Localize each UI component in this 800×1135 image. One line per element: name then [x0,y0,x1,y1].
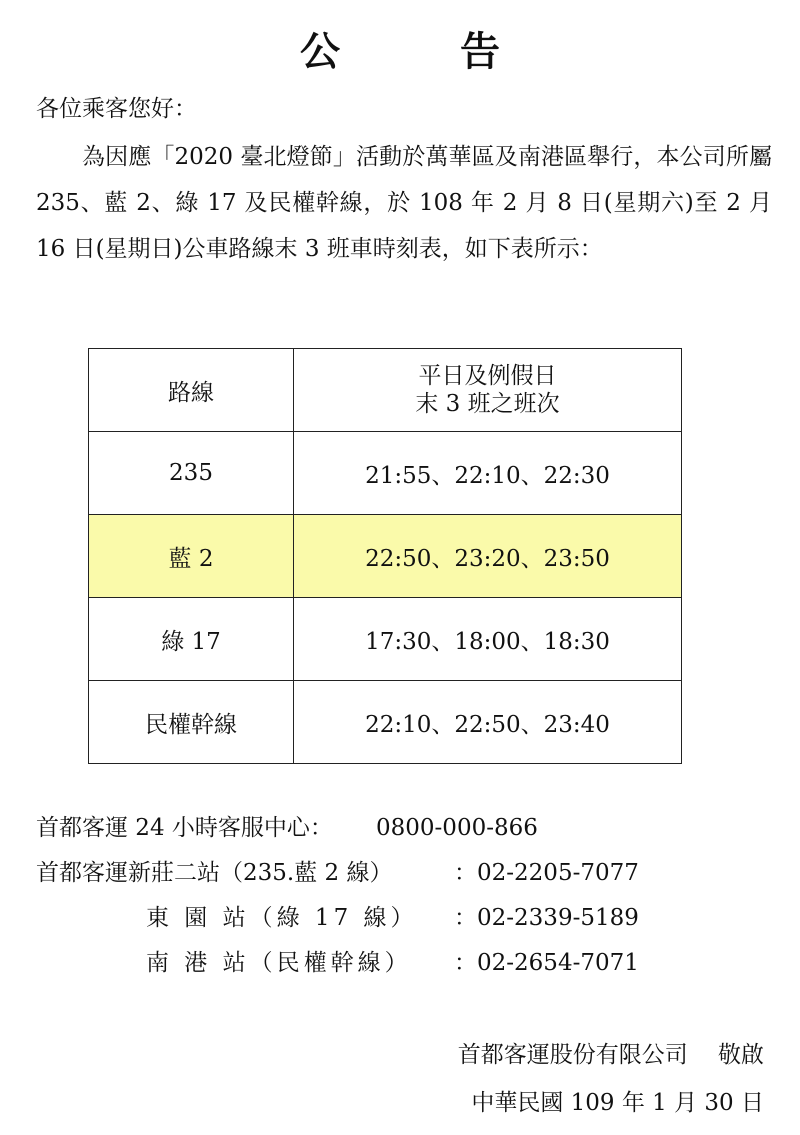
contact-phone: 0800-000-866 [376,815,538,841]
table-row [89,598,682,681]
contact-row [36,806,776,851]
table-row-highlighted [89,515,682,598]
route-cell: 235 [89,432,294,515]
header-times-line2: 末 3 班之班次 [415,391,560,417]
table-header-row [89,349,682,432]
header-times-line1: 平日及例假日 [418,363,557,389]
header-times [294,349,682,432]
greeting-text: 各位乘客您好： [36,96,197,122]
notice-title: 公 告 [300,28,540,75]
header-route: 路線 [89,349,294,432]
schedule-table [88,348,682,764]
route-cell: 民權幹線 [89,681,294,764]
contact-phone: ：02-2205-7077 [454,860,639,886]
contact-row [36,896,776,941]
times-cell: 22:10、22:50、23:40 [294,681,682,764]
contact-label: 首都客運 24 小時客服中心： [36,815,333,841]
contact-row [36,851,776,896]
times-cell: 17:30、18:00、18:30 [294,598,682,681]
contact-label: 首都客運新莊二站（235.藍 2 線） [36,860,393,886]
notice-body: 為因應「2020 臺北燈節」活動於萬華區及南港區舉行，本公司所屬 235、藍 2、綠 17 及民權幹線，於 108 年 2 月 8 日(星期六)至 2 月 16 日(星期日)公車路線末 3 班車時刻表，如下表所示： [36,144,772,262]
route-cell: 綠 17 [89,598,294,681]
notice-date: 中華民國 109 年 1 月 30 日 [471,1090,764,1116]
contact-list [36,806,776,986]
contact-label: 南 港 站（民權幹線） [146,950,412,976]
contact-phone: ：02-2339-5189 [454,905,639,931]
route-cell: 藍 2 [89,515,294,598]
contact-label: 東 園 站（綠 17 線） [146,905,418,931]
times-cell: 21:55、22:10、22:30 [294,432,682,515]
table-row [89,681,682,764]
contact-row [36,941,776,986]
contact-phone: ：02-2654-7071 [454,950,639,976]
table-row [89,432,682,515]
times-cell: 22:50、23:20、23:50 [294,515,682,598]
company-signature: 首都客運股份有限公司 敬啟 [457,1042,764,1068]
